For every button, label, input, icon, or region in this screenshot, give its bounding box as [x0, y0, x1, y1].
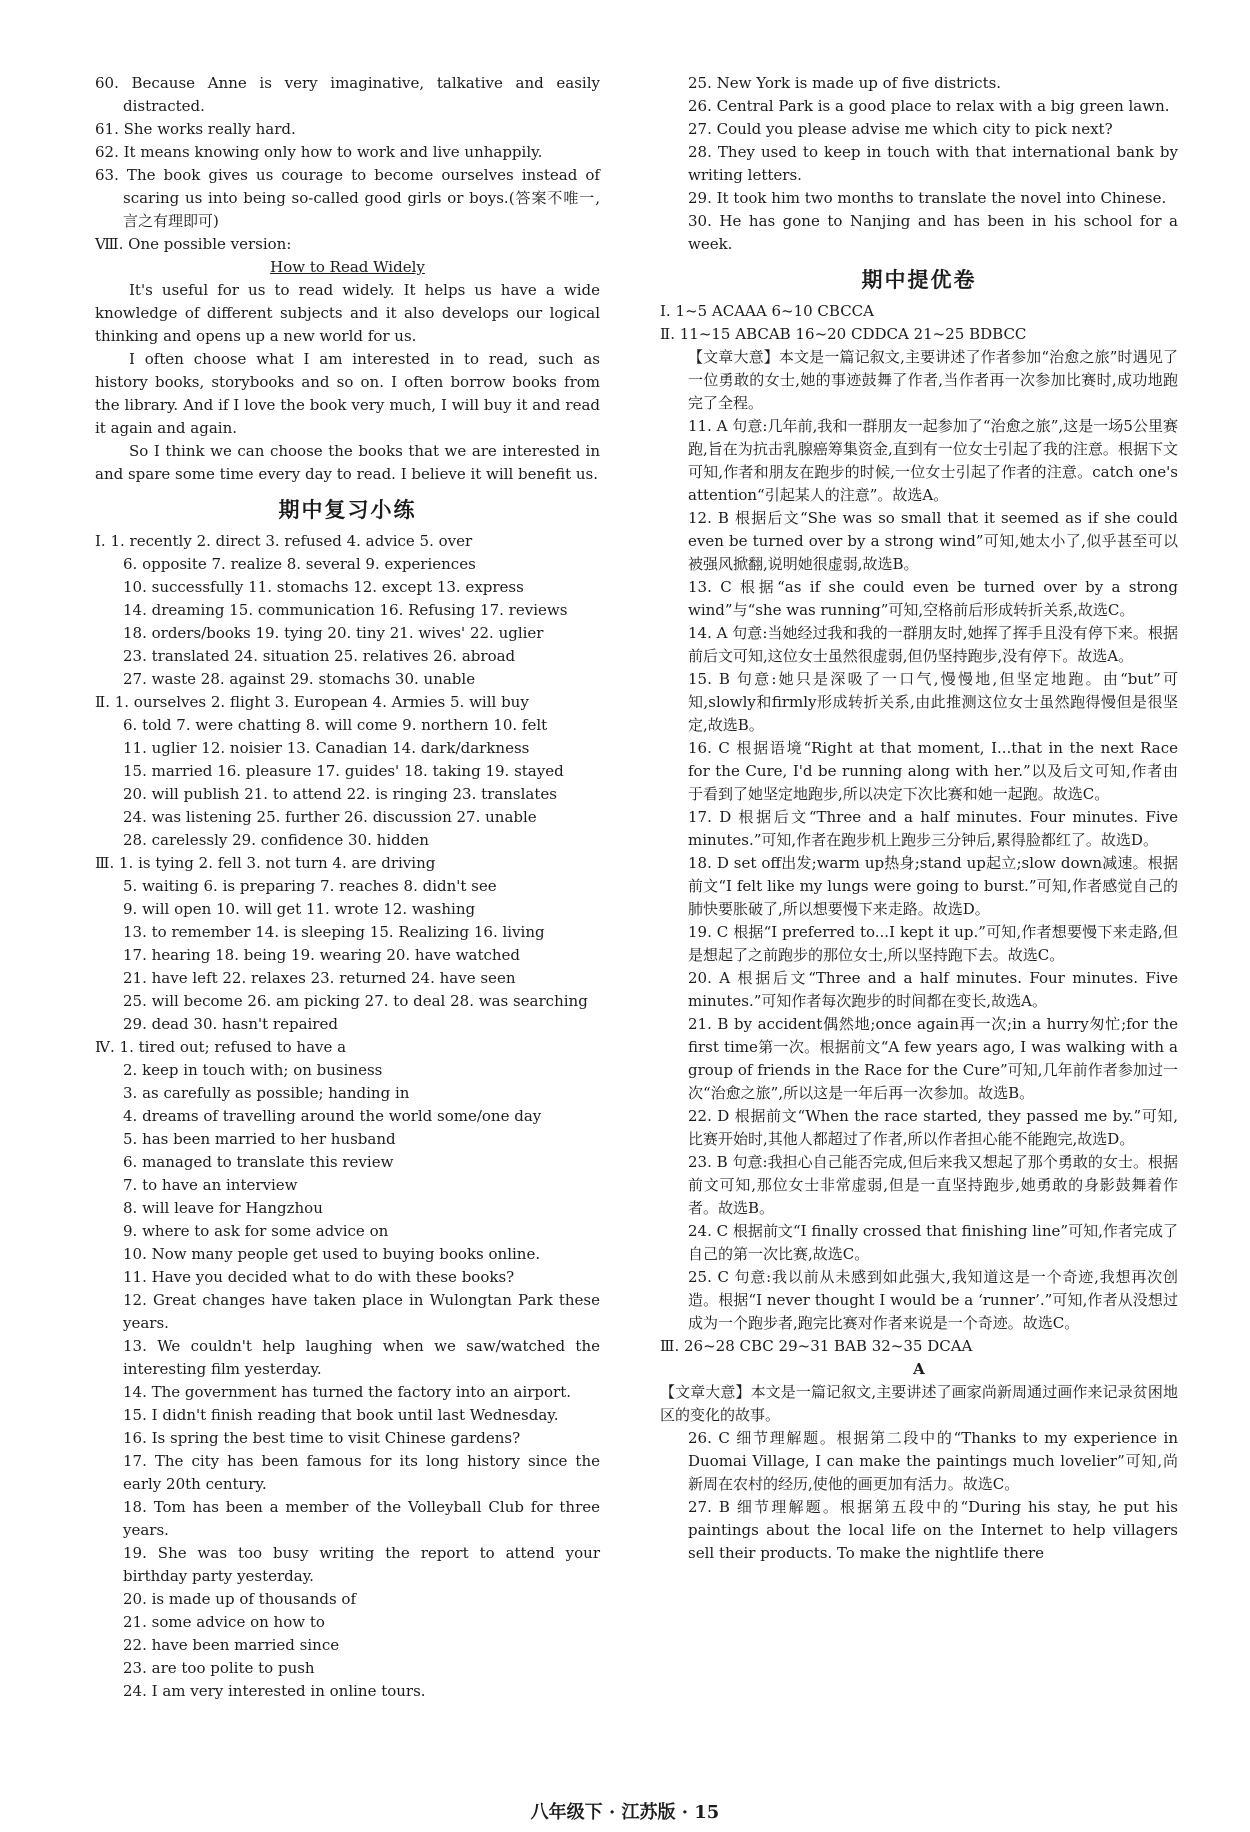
answer-line: 13. We couldn't help laughing when we saw/watched the interesting film yesterday.: [123, 1337, 600, 1378]
answer-line: How to Read Widely: [270, 258, 425, 276]
answer-line: 【文章大意】本文是一篇记叙文,主要讲述了画家尚新周通过画作来记录贫困地区的变化的故事。: [660, 1383, 1178, 1424]
answer-line: 20. is made up of thousands of: [123, 1590, 357, 1608]
answer-line: 20. A 根据后文“Three and a half minutes. Four minutes. Five minutes.”可知作者每次跑步的时间都在变长,故选A。: [688, 969, 1178, 1010]
answer-line: 24. C 根据前文“I finally crossed that finishing line”可知,作者完成了自己的第一次比赛,故选C。: [688, 1222, 1178, 1263]
section-heading: 期中提优卷: [861, 267, 977, 292]
answer-line: 22. D 根据前文“When the race started, they passed me by.”可知,比赛开始时,其他人都超过了作者,所以作者担心能不能跑完,故选D。: [688, 1107, 1178, 1148]
answer-line: 27. B 细节理解题。根据第五段中的“During his stay, he put his paintings about the local life on the Internet to help villagers sell their products. To make the nightlife there: [688, 1498, 1178, 1562]
answer-line: 27. waste 28. against 29. stomachs 30. unable: [123, 670, 476, 688]
answer-line: 14. A 句意:当她经过我和我的一群朋友时,她挥了挥手且没有停下来。根据前后文可知,这位女士虽然很虚弱,但仍坚持跑步,没有停下。故选A。: [688, 624, 1178, 665]
answer-line: 20. will publish 21. to attend 22. is ringing 23. translates: [123, 785, 557, 803]
answer-line: 19. She was too busy writing the report to attend your birthday party yesterday.: [123, 1544, 600, 1585]
answer-line: 27. Could you please advise me which city to pick next?: [688, 120, 1113, 138]
answer-line: 23. B 句意:我担心自己能否完成,但后来我又想起了那个勇敢的女士。根据前文可知,那位女士非常虚弱,但是一直坚持跑步,她勇敢的身影鼓舞着作者。故选B。: [688, 1153, 1178, 1217]
answer-line: 5. waiting 6. is preparing 7. reaches 8. didn't see: [123, 877, 497, 895]
answer-line: 4. dreams of travelling around the world some/one day: [123, 1107, 542, 1125]
answer-line: 13. to remember 14. is sleeping 15. Realizing 16. living: [123, 923, 545, 941]
answer-line: 62. It means knowing only how to work and live unhappily.: [95, 143, 543, 161]
answer-line: 29. It took him two months to translate the novel into Chinese.: [688, 189, 1167, 207]
answer-line: Ⅲ. 1. is tying 2. fell 3. not turn 4. are driving: [95, 854, 436, 872]
answer-line: 3. as carefully as possible; handing in: [123, 1084, 410, 1102]
answer-line: 29. dead 30. hasn't repaired: [123, 1015, 338, 1033]
page-footer: 八年级下 · 江苏版 · 15: [530, 1802, 720, 1823]
answer-line: 6. opposite 7. realize 8. several 9. experiences: [123, 555, 476, 573]
answer-line: 18. D set off出发;warm up热身;stand up起立;slow down减速。根据前文“I felt like my lungs were going to burst.”可知,作者感觉自己的肺快要胀破了,所以想要慢下来走路。故选D。: [688, 854, 1178, 918]
right-column: [660, 72, 1178, 1565]
answer-line: 8. will leave for Hangzhou: [123, 1199, 323, 1217]
answer-line: 11. Have you decided what to do with these books?: [123, 1268, 515, 1286]
answer-line: 21. B by accident偶然地;once again再一次;in a hurry匆忙;for the first time第一次。根据前文“A few years ago, I was walking with a group of friends in the Race for the Cure”可知,几年前作者参加过一次“治愈之旅”,所以这是一年后再一次参加。故选B。: [688, 1015, 1178, 1102]
answer-line: 15. B 句意:她只是深吸了一口气,慢慢地,但坚定地跑。由“but”可知,slowly和firmly形成转折关系,由此推测这位女士虽然跑得慢但是很坚定,故选B。: [688, 670, 1178, 734]
answer-line: 25. C 句意:我以前从未感到如此强大,我知道这是一个奇迹,我想再次创造。根据“I never thought I would be a ‘runner’.”可知,作者从没想过成为一个跑步者,跑完比赛对作者来说是一个奇迹。故选C。: [688, 1268, 1178, 1332]
answer-line: 7. to have an interview: [123, 1176, 298, 1194]
answer-line: 26. C 细节理解题。根据第二段中的“Thanks to my experience in Duomai Village, I can make the paintings much lovelier”可知,尚新周在农村的经历,使他的画更加有活力。故选C。: [688, 1429, 1178, 1493]
answer-line: 16. Is spring the best time to visit Chinese gardens?: [123, 1429, 521, 1447]
answer-line: 63. The book gives us courage to become ourselves instead of scaring us into being so-called good girls or boys.(答案不唯一,言之有理即可): [95, 166, 600, 230]
answer-line: 22. have been married since: [123, 1636, 340, 1654]
answer-line: 23. translated 24. situation 25. relatives 26. abroad: [123, 647, 516, 665]
answer-line: 19. C 根据“I preferred to...I kept it up.”可知,作者想要慢下来走路,但是想起了之前跑步的那位女士,所以坚持跑下去。故选C。: [688, 923, 1178, 964]
answer-line: Ⅰ. 1. recently 2. direct 3. refused 4. advice 5. over: [95, 532, 473, 550]
answer-line: 15. I didn't finish reading that book until last Wednesday.: [123, 1406, 559, 1424]
answer-line: 17. hearing 18. being 19. wearing 20. have watched: [123, 946, 521, 964]
answer-line: 9. where to ask for some advice on: [123, 1222, 389, 1240]
answer-line: 15. married 16. pleasure 17. guides' 18. taking 19. stayed: [123, 762, 564, 780]
section-heading: 期中复习小练: [278, 497, 417, 522]
answer-line: 【文章大意】本文是一篇记叙文,主要讲述了作者参加“治愈之旅”时遇见了一位勇敢的女士,她的事迹鼓舞了作者,当作者再一次参加比赛时,成功地跑完了全程。: [688, 348, 1178, 412]
answer-line: 23. are too polite to push: [123, 1659, 315, 1677]
answer-line: Ⅲ. 26~28 CBC 29~31 BAB 32~35 DCAA: [660, 1337, 973, 1355]
answer-line: Ⅰ. 1~5 ACAAA 6~10 CBCCA: [660, 302, 874, 320]
answer-line: 14. dreaming 15. communication 16. Refusing 17. reviews: [123, 601, 568, 619]
answer-line: I often choose what I am interested in to read, such as history books, storybooks and so on. I often borrow books from the library. And if I love the book very much, I will buy it and read it again and again.: [95, 350, 600, 437]
answer-line: Ⅱ. 11~15 ABCAB 16~20 CDDCA 21~25 BDBCC: [660, 325, 1027, 343]
answer-line: 61. She works really hard.: [95, 120, 296, 138]
answer-line: 26. Central Park is a good place to relax with a big green lawn.: [688, 97, 1170, 115]
answer-line: 25. will become 26. am picking 27. to deal 28. was searching: [123, 992, 588, 1010]
answer-line: 2. keep in touch with; on business: [123, 1061, 383, 1079]
answer-line: 18. orders/books 19. tying 20. tiny 21. wives' 22. uglier: [123, 624, 544, 642]
answer-line: Ⅳ. 1. tired out; refused to have a: [95, 1038, 347, 1056]
answer-line: 28. They used to keep in touch with that international bank by writing letters.: [688, 143, 1178, 184]
answer-line: 10. Now many people get used to buying books online.: [123, 1245, 541, 1263]
answer-line: Ⅷ. One possible version:: [95, 235, 292, 253]
answer-line: 12. B 根据后文“She was so small that it seemed as if she could even be turned over by a strong wind”可知,她太小了,似乎甚至可以被强风掀翻,说明她很虚弱,故选B。: [688, 509, 1178, 573]
answer-line: 17. The city has been famous for its long history since the early 20th century.: [123, 1452, 600, 1493]
answer-line: 24. I am very interested in online tours.: [123, 1682, 426, 1700]
answer-line: 12. Great changes have taken place in Wulongtan Park these years.: [123, 1291, 600, 1332]
answer-line: 17. D 根据后文“Three and a half minutes. Four minutes. Five minutes.”可知,作者在跑步机上跑步三分钟后,累得脸都红了。故选D。: [688, 808, 1178, 849]
answer-line: 16. C 根据语境“Right at that moment, I...that in the next Race for the Cure, I'd be running along with her.”以及后文可知,作者由于看到了她坚定地跑步,所以决定下次比赛和她一起跑。故选C。: [688, 739, 1178, 803]
answer-line: 21. some advice on how to: [123, 1613, 325, 1631]
answer-line: 6. managed to translate this review: [123, 1153, 394, 1171]
answer-line: 60. Because Anne is very imaginative, talkative and easily distracted.: [95, 74, 600, 115]
answer-line: 11. A 句意:几年前,我和一群朋友一起参加了“治愈之旅”,这是一场5公里赛跑,旨在为抗击乳腺癌筹集资金,直到有一位女士引起了我的注意。根据下文可知,作者和朋友在跑步的时候,一位女士引起了作者的注意。catch one's attention“引起某人的注意”。故选A。: [688, 417, 1178, 504]
answer-line: 13. C 根据“as if she could even be turned over by a strong wind”与“she was running”可知,空格前后形成转折关系,故选C。: [688, 578, 1178, 619]
answer-line: 6. told 7. were chatting 8. will come 9. northern 10. felt: [123, 716, 548, 734]
answer-line: So I think we can choose the books that we are interested in and spare some time every day to read. I believe it will benefit us.: [95, 442, 600, 483]
answer-line: 5. has been married to her husband: [123, 1130, 396, 1148]
answer-line: 24. was listening 25. further 26. discussion 27. unable: [123, 808, 537, 826]
left-column: [95, 72, 600, 1703]
answer-line: 25. New York is made up of five districts.: [688, 74, 1002, 92]
answer-line: 11. uglier 12. noisier 13. Canadian 14. dark/darkness: [123, 739, 530, 757]
answer-line: 10. successfully 11. stomachs 12. except 13. express: [123, 578, 524, 596]
answer-line: 18. Tom has been a member of the Volleyball Club for three years.: [123, 1498, 600, 1539]
answer-line: Ⅱ. 1. ourselves 2. flight 3. European 4. Armies 5. will buy: [95, 693, 529, 711]
answer-line: 30. He has gone to Nanjing and has been in his school for a week.: [688, 212, 1178, 253]
answer-line: 28. carelessly 29. confidence 30. hidden: [123, 831, 429, 849]
answer-line: It's useful for us to read widely. It helps us have a wide knowledge of different subjects and it also develops our logical thinking and opens up a new world for us.: [95, 281, 600, 345]
answer-line: 9. will open 10. will get 11. wrote 12. washing: [123, 900, 476, 918]
answer-line: 14. The government has turned the factory into an airport.: [123, 1383, 572, 1401]
answer-line: A: [913, 1360, 925, 1378]
answer-line: 21. have left 22. relaxes 23. returned 24. have seen: [123, 969, 516, 987]
